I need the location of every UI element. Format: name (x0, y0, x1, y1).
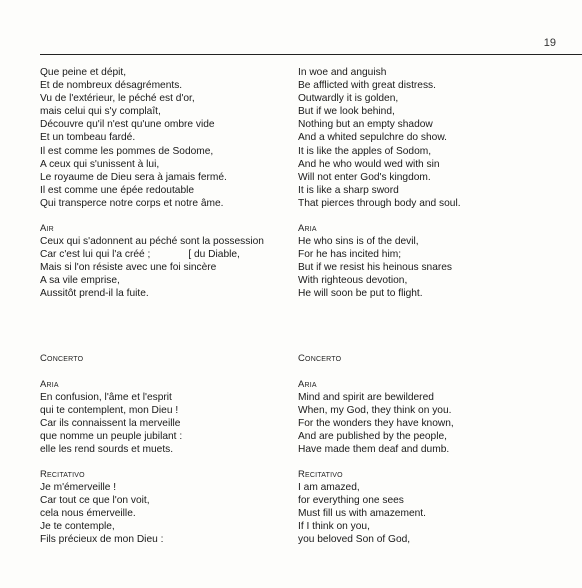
text-line: Et un tombeau fardé. (40, 132, 136, 144)
section-heading: Aria (298, 379, 317, 390)
text-line: cela nous émerveille. (40, 508, 136, 520)
french-recitativo-section (40, 468, 285, 547)
text-line: Aussitôt prend-il la fuite. (40, 288, 149, 300)
text-line: Will not enter God's kingdom. (298, 171, 431, 183)
english-aria-1-section (298, 222, 568, 301)
english-concerto-heading (298, 352, 568, 365)
french-aria-section (40, 378, 285, 457)
text-line: Mais si l'on résiste avec une foi sincère (40, 262, 217, 274)
text-line: qui te contemplent, mon Dieu ! (40, 405, 179, 417)
text-line: If I think on you, (298, 521, 370, 533)
section-heading: Concerto (40, 353, 84, 364)
section-heading: Air (40, 223, 54, 234)
text-line: you beloved Son of God, (298, 534, 411, 546)
text-line: Il est comme une épée redoutable (40, 184, 195, 196)
text-line-main: Car c'est lui qui l'a créé ; (40, 249, 151, 261)
text-line: Je m'émerveille ! (40, 482, 117, 494)
text-line: Il est comme les pommes de Sodome, (40, 145, 214, 157)
section-heading: Aria (40, 379, 59, 390)
text-line: elle les rend sourds et muets. (40, 444, 174, 456)
english-aria-2-section (298, 378, 568, 457)
text-line: Outwardly it is golden, (298, 93, 399, 105)
text-line: In woe and anguish (298, 67, 387, 78)
english-recitativo-section (298, 468, 568, 547)
text-line: For he has incited him; (298, 249, 402, 261)
text-line: Et de nombreux désagréments. (40, 80, 183, 92)
french-concerto-heading (40, 352, 285, 365)
text-line: He who sins is of the devil, (298, 236, 419, 248)
text-line: Nothing but an empty shadow (298, 119, 433, 131)
text-line: que nomme un peuple jubilant : (40, 431, 183, 443)
text-line: And a whited sepulchre do show. (298, 132, 447, 144)
text-line: A sa vile emprise, (40, 275, 120, 287)
text-line: En confusion, l'âme et l'esprit (40, 392, 172, 404)
text-line: Vu de l'extérieur, le péché est d'or, (40, 93, 195, 105)
section-heading: Recitativo (298, 469, 343, 480)
text-line: Fils précieux de mon Dieu : (40, 534, 164, 546)
text-line: Must fill us with amazement. (298, 508, 426, 520)
text-line: He will soon be put to flight. (298, 288, 423, 300)
french-air-section (40, 222, 285, 301)
english-stanza-1 (298, 66, 568, 210)
text-line: Que peine et dépit, (40, 67, 127, 78)
text-line: Ceux qui s'adonnent au péché sont la possession (40, 236, 264, 248)
text-line: With righteous devotion, (298, 275, 408, 287)
text-line: Le royaume de Dieu sera à jamais fermé. (40, 171, 227, 183)
text-line: It is like a sharp sword (298, 184, 399, 196)
text-line: It is like the apples of Sodom, (298, 145, 432, 157)
text-line: Be afflicted with great distress. (298, 80, 436, 92)
text-line: Découvre qu'il n'est qu'une ombre vide (40, 119, 215, 131)
text-line: for everything one sees (298, 495, 404, 507)
text-line: Qui transperce notre corps et notre âme. (40, 197, 224, 209)
text-line: Car tout ce que l'on voit, (40, 495, 150, 507)
text-line: And are published by the people, (298, 431, 447, 443)
section-heading: Recitativo (40, 469, 85, 480)
text-line: A ceux qui s'unissent à lui, (40, 158, 160, 170)
text-line: That pierces through body and soul. (298, 197, 461, 209)
text-line: When, my God, they think on you. (298, 405, 452, 417)
text-line: Je te contemple, (40, 521, 115, 533)
text-line: Car ils connaissent la merveille (40, 418, 181, 430)
text-line: Have made them deaf and dumb. (298, 444, 450, 456)
header-rule (40, 54, 582, 55)
text-line (40, 248, 285, 261)
section-heading: Aria (298, 223, 317, 234)
text-line: Mind and spirit are bewildered (298, 392, 434, 404)
text-line: And he who would wed with sin (298, 158, 440, 170)
text-line: mais celui qui s'y complaît, (40, 106, 161, 118)
section-heading: Concerto (298, 353, 342, 364)
page-number: 19 (543, 37, 556, 49)
text-line: For the wonders they have known, (298, 418, 454, 430)
text-line: I am amazed, (298, 482, 360, 494)
text-line-tail: [ du Diable, (188, 249, 240, 261)
text-line: But if we look behind, (298, 106, 395, 118)
french-stanza-1 (40, 66, 285, 210)
text-line: But if we resist his heinous snares (298, 262, 453, 274)
